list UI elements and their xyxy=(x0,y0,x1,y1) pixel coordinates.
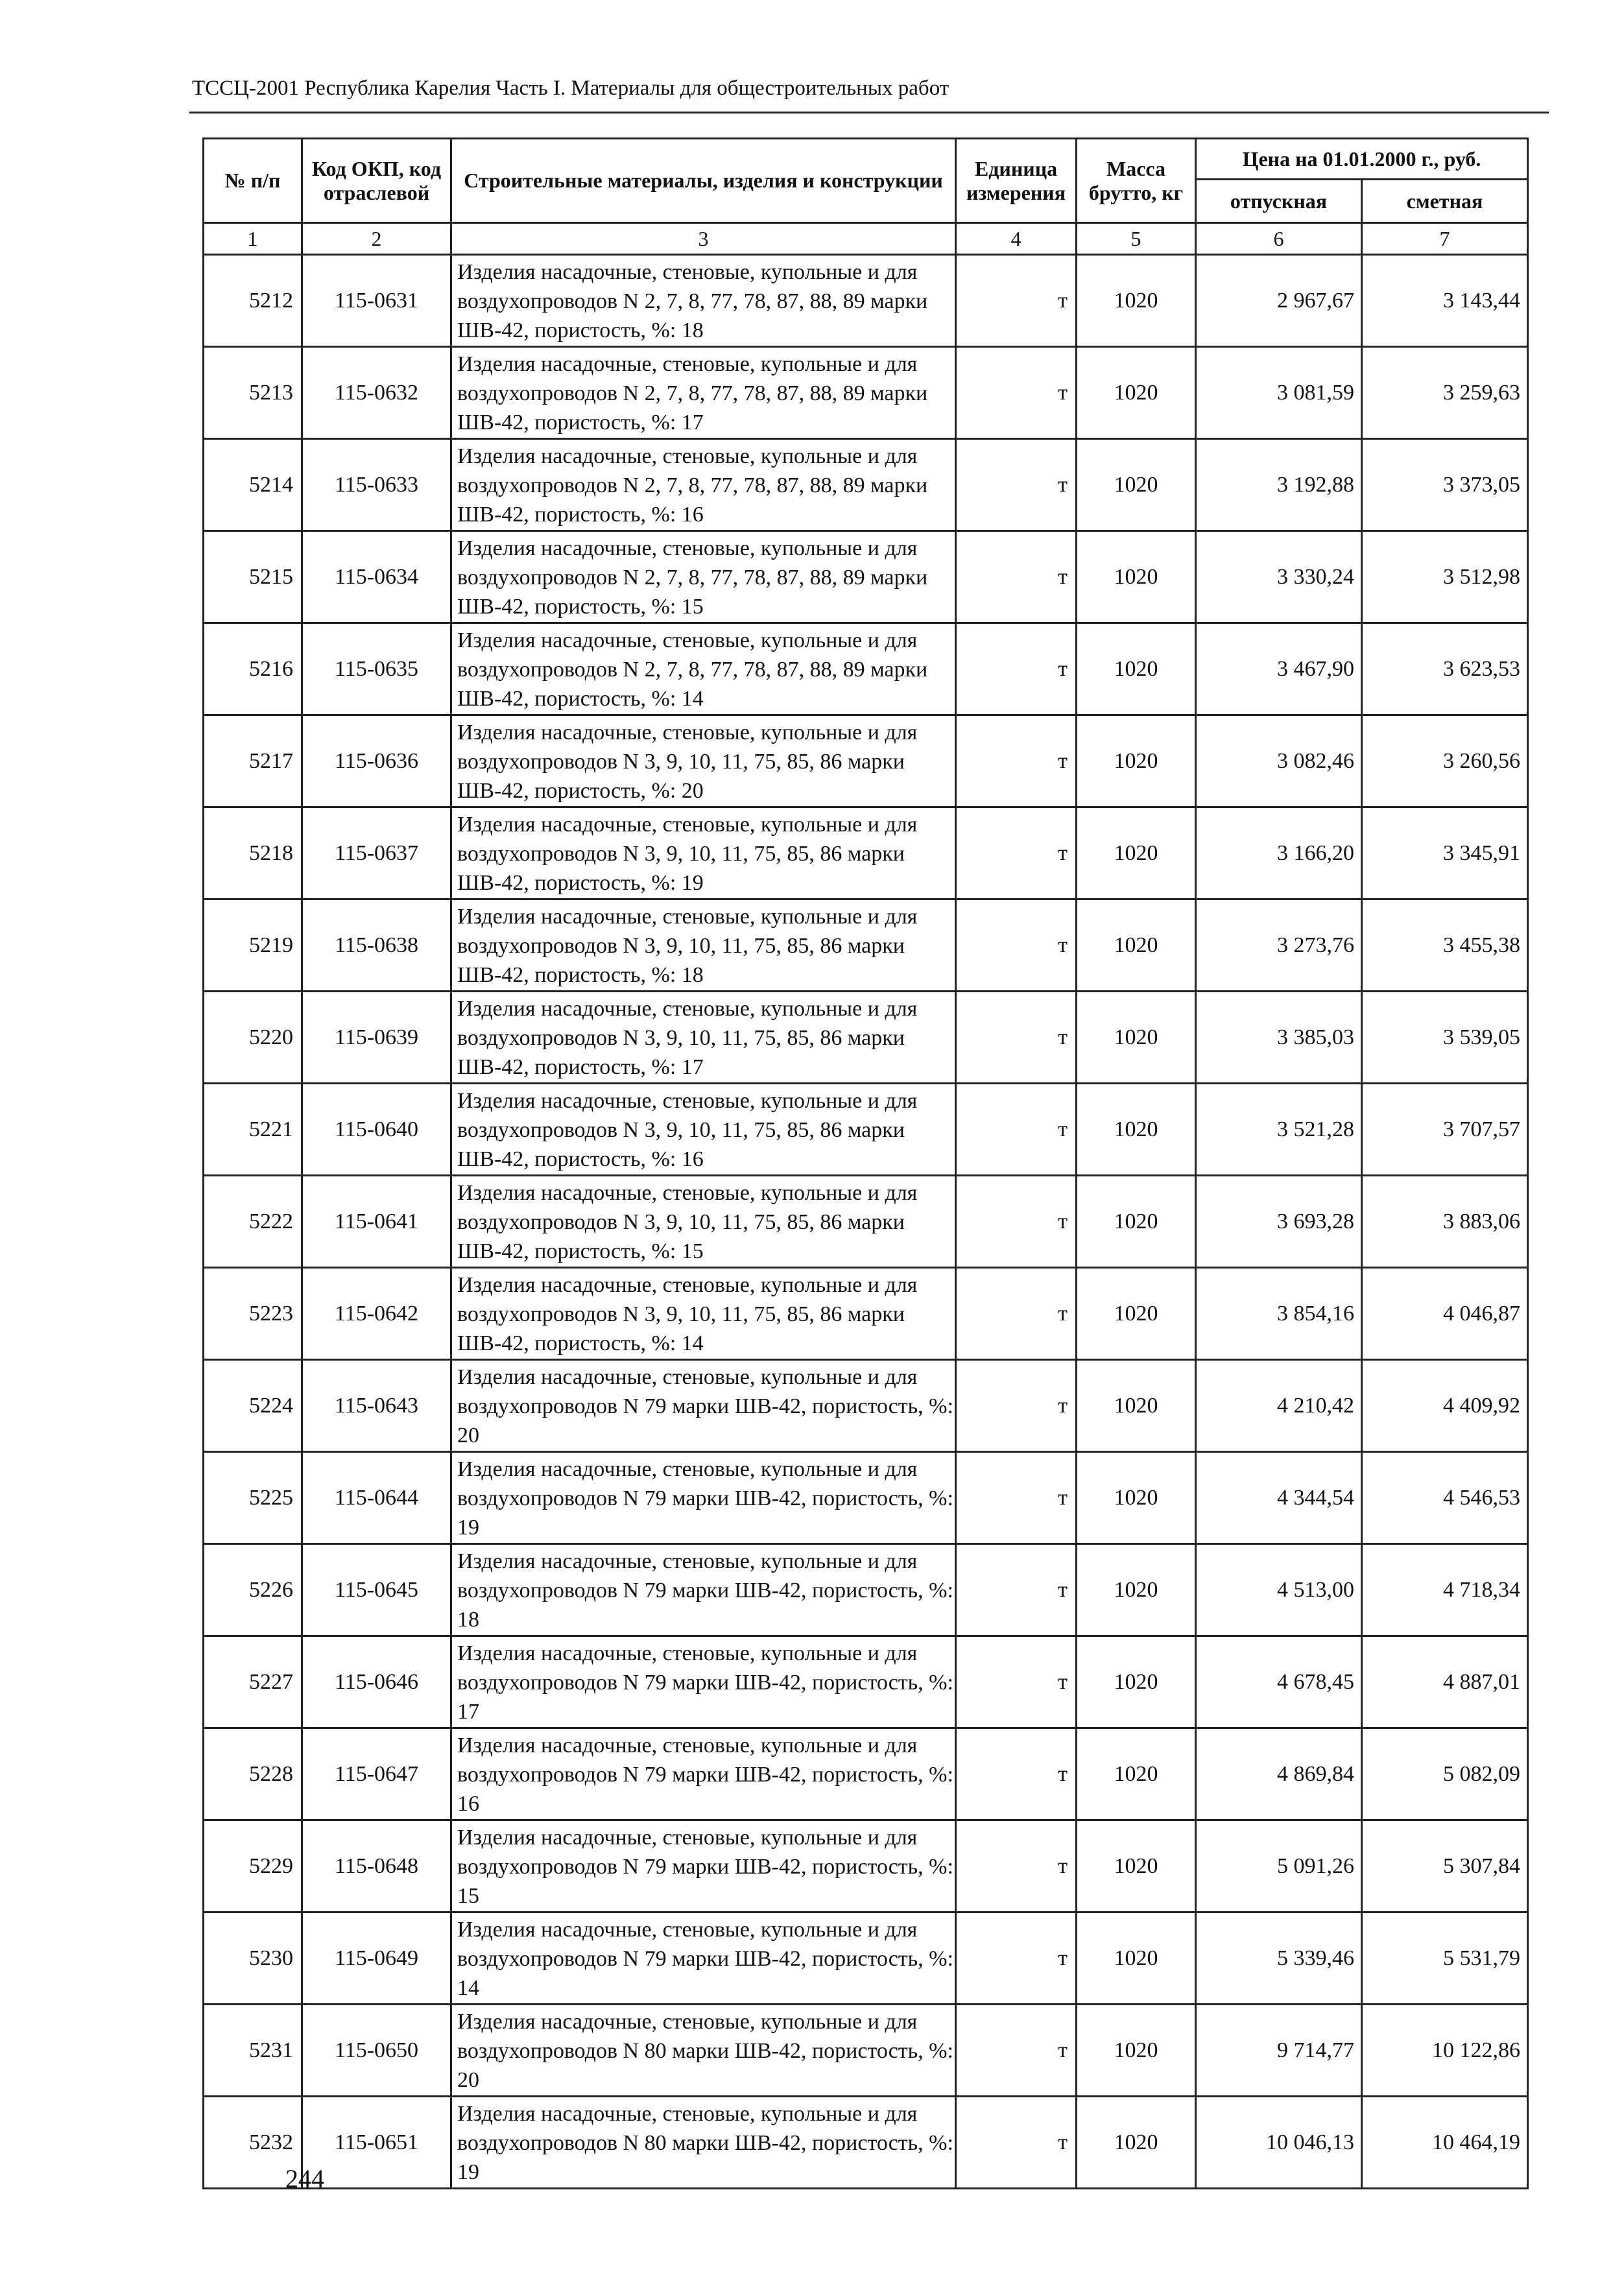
row-number: 5231 xyxy=(204,2005,302,2097)
row-name: Изделия насадочные, стеновые, купольные и для воздухопроводов N 79 марки ШВ-42, пористость, %: 20 xyxy=(451,1360,956,1452)
table-body xyxy=(204,223,1528,2189)
column-number: 7 xyxy=(1362,223,1528,255)
price-table xyxy=(202,137,1529,2189)
column-number-row xyxy=(204,223,1528,255)
row-code: 115-0650 xyxy=(302,2005,451,2097)
row-code: 115-0646 xyxy=(302,1636,451,1728)
row-number: 5227 xyxy=(204,1636,302,1728)
row-price-estimate: 5 531,79 xyxy=(1362,1912,1528,2005)
row-price-estimate: 3 259,63 xyxy=(1362,347,1528,439)
row-mass: 1020 xyxy=(1077,623,1196,715)
table-row xyxy=(204,255,1528,347)
row-price-release: 4 869,84 xyxy=(1196,1728,1362,1820)
row-code: 115-0644 xyxy=(302,1452,451,1544)
row-code: 115-0638 xyxy=(302,899,451,992)
row-unit: т xyxy=(956,1728,1077,1820)
row-mass: 1020 xyxy=(1077,1452,1196,1544)
row-name: Изделия насадочные, стеновые, купольные и для воздухопроводов N 3, 9, 10, 11, 75, 85, 86 марки ШВ-42, пористость, %: 16 xyxy=(451,1084,956,1176)
row-price-release: 4 210,42 xyxy=(1196,1360,1362,1452)
row-unit: т xyxy=(956,1820,1077,1912)
row-price-release: 3 693,28 xyxy=(1196,1176,1362,1268)
table-row xyxy=(204,347,1528,439)
row-mass: 1020 xyxy=(1077,715,1196,807)
row-name: Изделия насадочные, стеновые, купольные и для воздухопроводов N 2, 7, 8, 77, 78, 87, 88, 89 марки ШВ-42, пористость, %: 18 xyxy=(451,255,956,347)
row-number: 5218 xyxy=(204,807,302,899)
row-unit: т xyxy=(956,715,1077,807)
row-unit: т xyxy=(956,623,1077,715)
col-header-num: № п/п xyxy=(204,139,302,223)
row-price-estimate: 4 546,53 xyxy=(1362,1452,1528,1544)
col-header-code: Код ОКП, код отраслевой xyxy=(302,139,451,223)
row-name: Изделия насадочные, стеновые, купольные и для воздухопроводов N 80 марки ШВ-42, пористость, %: 19 xyxy=(451,2097,956,2189)
row-price-release: 4 678,45 xyxy=(1196,1636,1362,1728)
row-name: Изделия насадочные, стеновые, купольные и для воздухопроводов N 2, 7, 8, 77, 78, 87, 88, 89 марки ШВ-42, пористость, %: 15 xyxy=(451,531,956,623)
row-price-estimate: 10 122,86 xyxy=(1362,2005,1528,2097)
row-name: Изделия насадочные, стеновые, купольные и для воздухопроводов N 79 марки ШВ-42, пористость, %: 18 xyxy=(451,1544,956,1636)
row-price-release: 3 467,90 xyxy=(1196,623,1362,715)
row-number: 5226 xyxy=(204,1544,302,1636)
row-unit: т xyxy=(956,1084,1077,1176)
row-name: Изделия насадочные, стеновые, купольные и для воздухопроводов N 3, 9, 10, 11, 75, 85, 86 марки ШВ-42, пористость, %: 19 xyxy=(451,807,956,899)
table-row xyxy=(204,992,1528,1084)
row-number: 5215 xyxy=(204,531,302,623)
table-row xyxy=(204,1544,1528,1636)
row-code: 115-0632 xyxy=(302,347,451,439)
row-number: 5225 xyxy=(204,1452,302,1544)
row-name: Изделия насадочные, стеновые, купольные и для воздухопроводов N 2, 7, 8, 77, 78, 87, 88, 89 марки ШВ-42, пористость, %: 14 xyxy=(451,623,956,715)
row-code: 115-0637 xyxy=(302,807,451,899)
row-price-release: 3 192,88 xyxy=(1196,439,1362,531)
row-price-release: 9 714,77 xyxy=(1196,2005,1362,2097)
row-code: 115-0636 xyxy=(302,715,451,807)
row-unit: т xyxy=(956,255,1077,347)
row-mass: 1020 xyxy=(1077,2097,1196,2189)
table-row xyxy=(204,2005,1528,2097)
row-mass: 1020 xyxy=(1077,255,1196,347)
row-code: 115-0642 xyxy=(302,1268,451,1360)
row-name: Изделия насадочные, стеновые, купольные и для воздухопроводов N 79 марки ШВ-42, пористость, %: 19 xyxy=(451,1452,956,1544)
row-price-estimate: 3 539,05 xyxy=(1362,992,1528,1084)
row-unit: т xyxy=(956,531,1077,623)
row-code: 115-0643 xyxy=(302,1360,451,1452)
row-unit: т xyxy=(956,2005,1077,2097)
row-mass: 1020 xyxy=(1077,531,1196,623)
row-mass: 1020 xyxy=(1077,439,1196,531)
col-header-name: Строительные материалы, изделия и конструкции xyxy=(451,139,956,223)
row-code: 115-0647 xyxy=(302,1728,451,1820)
table-row xyxy=(204,531,1528,623)
row-price-estimate: 3 512,98 xyxy=(1362,531,1528,623)
row-price-release: 3 521,28 xyxy=(1196,1084,1362,1176)
table-row xyxy=(204,1360,1528,1452)
row-mass: 1020 xyxy=(1077,899,1196,992)
col-header-unit: Единица измерения xyxy=(956,139,1077,223)
col-header-price-release: отпускная xyxy=(1196,180,1362,223)
table-row xyxy=(204,1820,1528,1912)
row-mass: 1020 xyxy=(1077,1176,1196,1268)
row-price-estimate: 3 455,38 xyxy=(1362,899,1528,992)
row-number: 5217 xyxy=(204,715,302,807)
table-row xyxy=(204,899,1528,992)
row-unit: т xyxy=(956,1636,1077,1728)
table-row xyxy=(204,1452,1528,1544)
row-unit: т xyxy=(956,347,1077,439)
row-name: Изделия насадочные, стеновые, купольные и для воздухопроводов N 3, 9, 10, 11, 75, 85, 86 марки ШВ-42, пористость, %: 18 xyxy=(451,899,956,992)
row-number: 5223 xyxy=(204,1268,302,1360)
table-row xyxy=(204,1268,1528,1360)
row-price-release: 5 339,46 xyxy=(1196,1912,1362,2005)
row-price-release: 4 344,54 xyxy=(1196,1452,1362,1544)
row-price-release: 3 081,59 xyxy=(1196,347,1362,439)
row-unit: т xyxy=(956,1176,1077,1268)
row-unit: т xyxy=(956,899,1077,992)
column-number: 6 xyxy=(1196,223,1362,255)
row-price-release: 3 854,16 xyxy=(1196,1268,1362,1360)
row-name: Изделия насадочные, стеновые, купольные и для воздухопроводов N 3, 9, 10, 11, 75, 85, 86 марки ШВ-42, пористость, %: 14 xyxy=(451,1268,956,1360)
row-name: Изделия насадочные, стеновые, купольные и для воздухопроводов N 3, 9, 10, 11, 75, 85, 86 марки ШВ-42, пористость, %: 17 xyxy=(451,992,956,1084)
row-code: 115-0651 xyxy=(302,2097,451,2189)
row-name: Изделия насадочные, стеновые, купольные и для воздухопроводов N 79 марки ШВ-42, пористость, %: 14 xyxy=(451,1912,956,2005)
row-mass: 1020 xyxy=(1077,1820,1196,1912)
row-mass: 1020 xyxy=(1077,1912,1196,2005)
row-code: 115-0641 xyxy=(302,1176,451,1268)
row-unit: т xyxy=(956,1544,1077,1636)
row-price-release: 3 330,24 xyxy=(1196,531,1362,623)
row-price-estimate: 4 409,92 xyxy=(1362,1360,1528,1452)
row-name: Изделия насадочные, стеновые, купольные и для воздухопроводов N 3, 9, 10, 11, 75, 85, 86 марки ШВ-42, пористость, %: 15 xyxy=(451,1176,956,1268)
row-price-estimate: 3 707,57 xyxy=(1362,1084,1528,1176)
row-price-release: 3 273,76 xyxy=(1196,899,1362,992)
row-code: 115-0648 xyxy=(302,1820,451,1912)
table-row xyxy=(204,1176,1528,1268)
column-number: 3 xyxy=(451,223,956,255)
row-number: 5220 xyxy=(204,992,302,1084)
column-number: 4 xyxy=(956,223,1077,255)
column-number: 2 xyxy=(302,223,451,255)
row-unit: т xyxy=(956,1360,1077,1452)
row-price-estimate: 4 046,87 xyxy=(1362,1268,1528,1360)
row-code: 115-0631 xyxy=(302,255,451,347)
row-number: 5221 xyxy=(204,1084,302,1176)
row-mass: 1020 xyxy=(1077,1544,1196,1636)
table-row xyxy=(204,1636,1528,1728)
row-mass: 1020 xyxy=(1077,347,1196,439)
row-mass: 1020 xyxy=(1077,1728,1196,1820)
table-row xyxy=(204,807,1528,899)
row-unit: т xyxy=(956,439,1077,531)
row-number: 5212 xyxy=(204,255,302,347)
row-name: Изделия насадочные, стеновые, купольные и для воздухопроводов N 79 марки ШВ-42, пористость, %: 17 xyxy=(451,1636,956,1728)
row-price-estimate: 3 373,05 xyxy=(1362,439,1528,531)
row-code: 115-0633 xyxy=(302,439,451,531)
table-row xyxy=(204,1728,1528,1820)
row-number: 5219 xyxy=(204,899,302,992)
row-price-estimate: 3 883,06 xyxy=(1362,1176,1528,1268)
row-code: 115-0639 xyxy=(302,992,451,1084)
row-price-estimate: 3 345,91 xyxy=(1362,807,1528,899)
page-number: 244 xyxy=(285,2164,324,2193)
row-price-release: 10 046,13 xyxy=(1196,2097,1362,2189)
row-price-estimate: 5 082,09 xyxy=(1362,1728,1528,1820)
row-unit: т xyxy=(956,992,1077,1084)
row-number: 5228 xyxy=(204,1728,302,1820)
header-row xyxy=(204,139,1528,180)
row-price-release: 3 166,20 xyxy=(1196,807,1362,899)
row-price-estimate: 5 307,84 xyxy=(1362,1820,1528,1912)
row-unit: т xyxy=(956,807,1077,899)
column-number: 1 xyxy=(204,223,302,255)
running-header: ТССЦ-2001 Республика Карелия Часть I. Материалы для общестроительных работ xyxy=(192,77,949,100)
row-code: 115-0649 xyxy=(302,1912,451,2005)
row-number: 5224 xyxy=(204,1360,302,1452)
row-name: Изделия насадочные, стеновые, купольные и для воздухопроводов N 2, 7, 8, 77, 78, 87, 88, 89 марки ШВ-42, пористость, %: 16 xyxy=(451,439,956,531)
row-number: 5216 xyxy=(204,623,302,715)
row-mass: 1020 xyxy=(1077,1360,1196,1452)
row-price-release: 4 513,00 xyxy=(1196,1544,1362,1636)
row-number: 5229 xyxy=(204,1820,302,1912)
row-price-estimate: 3 260,56 xyxy=(1362,715,1528,807)
col-header-price-estimate: сметная xyxy=(1362,180,1528,223)
row-price-estimate: 4 887,01 xyxy=(1362,1636,1528,1728)
row-price-estimate: 3 143,44 xyxy=(1362,255,1528,347)
row-price-release: 5 091,26 xyxy=(1196,1820,1362,1912)
row-mass: 1020 xyxy=(1077,807,1196,899)
row-name: Изделия насадочные, стеновые, купольные и для воздухопроводов N 2, 7, 8, 77, 78, 87, 88, 89 марки ШВ-42, пористость, %: 17 xyxy=(451,347,956,439)
row-unit: т xyxy=(956,1452,1077,1544)
row-unit: т xyxy=(956,2097,1077,2189)
row-code: 115-0635 xyxy=(302,623,451,715)
table-row xyxy=(204,1912,1528,2005)
row-mass: 1020 xyxy=(1077,992,1196,1084)
row-code: 115-0634 xyxy=(302,531,451,623)
row-mass: 1020 xyxy=(1077,1084,1196,1176)
row-mass: 1020 xyxy=(1077,1268,1196,1360)
row-price-estimate: 10 464,19 xyxy=(1362,2097,1528,2189)
column-number: 5 xyxy=(1077,223,1196,255)
row-number: 5213 xyxy=(204,347,302,439)
row-price-release: 3 385,03 xyxy=(1196,992,1362,1084)
table-row xyxy=(204,439,1528,531)
table-row xyxy=(204,1084,1528,1176)
row-unit: т xyxy=(956,1912,1077,2005)
header-rule xyxy=(189,112,1549,113)
row-mass: 1020 xyxy=(1077,1636,1196,1728)
row-name: Изделия насадочные, стеновые, купольные и для воздухопроводов N 79 марки ШВ-42, пористость, %: 16 xyxy=(451,1728,956,1820)
row-number: 5214 xyxy=(204,439,302,531)
row-name: Изделия насадочные, стеновые, купольные и для воздухопроводов N 80 марки ШВ-42, пористость, %: 20 xyxy=(451,2005,956,2097)
row-mass: 1020 xyxy=(1077,2005,1196,2097)
table-row xyxy=(204,2097,1528,2189)
table-row xyxy=(204,623,1528,715)
row-price-estimate: 3 623,53 xyxy=(1362,623,1528,715)
row-code: 115-0640 xyxy=(302,1084,451,1176)
row-name: Изделия насадочные, стеновые, купольные и для воздухопроводов N 79 марки ШВ-42, пористость, %: 15 xyxy=(451,1820,956,1912)
row-price-release: 3 082,46 xyxy=(1196,715,1362,807)
row-number: 5230 xyxy=(204,1912,302,2005)
row-number: 5232 xyxy=(204,2097,302,2189)
row-price-estimate: 4 718,34 xyxy=(1362,1544,1528,1636)
col-header-mass: Масса брутто, кг xyxy=(1077,139,1196,223)
row-unit: т xyxy=(956,1268,1077,1360)
row-code: 115-0645 xyxy=(302,1544,451,1636)
row-number: 5222 xyxy=(204,1176,302,1268)
table-row xyxy=(204,715,1528,807)
col-header-price-group: Цена на 01.01.2000 г., руб. xyxy=(1196,139,1528,180)
row-price-release: 2 967,67 xyxy=(1196,255,1362,347)
row-name: Изделия насадочные, стеновые, купольные и для воздухопроводов N 3, 9, 10, 11, 75, 85, 86 марки ШВ-42, пористость, %: 20 xyxy=(451,715,956,807)
